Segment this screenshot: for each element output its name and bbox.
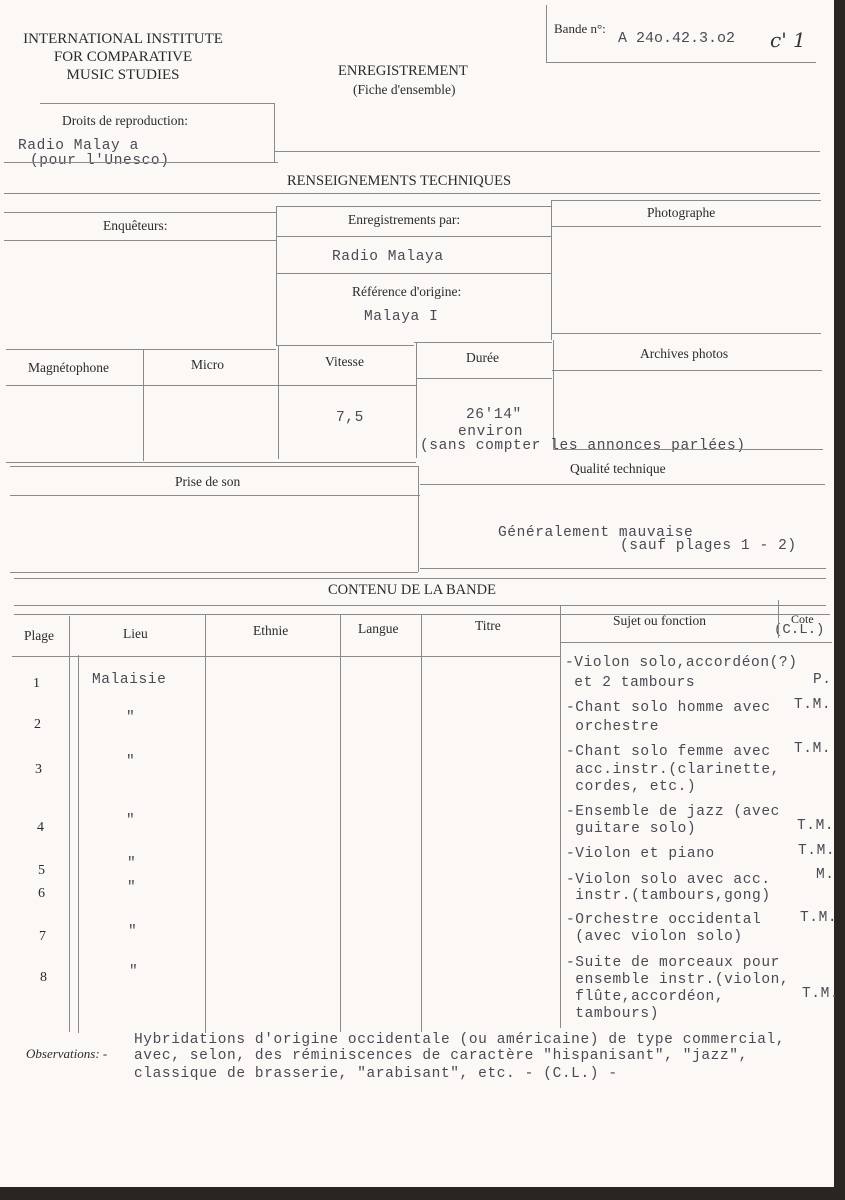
- observations-label: Observations: -: [26, 1046, 108, 1061]
- row-7-lieu: ": [128, 924, 138, 940]
- reference-label: Référence d'origine:: [352, 284, 462, 299]
- row-1-sujet-line-1: -Violon solo,accordéon(?): [565, 655, 798, 671]
- record-title: ENREGISTREMENT: [338, 63, 468, 79]
- observations-line-2: avec, selon, des réminiscences de caractère "hispanisant", "jazz",: [134, 1048, 748, 1064]
- row-1-cote: P.: [813, 672, 832, 688]
- reference-value: Malaya I: [364, 309, 439, 325]
- tape-number-label: Bande n°:: [554, 21, 606, 36]
- column-plage: Plage: [24, 628, 54, 643]
- record-subtitle: (Fiche d'ensemble): [353, 82, 456, 97]
- column-sujet: Sujet ou fonction: [613, 613, 706, 628]
- technical-section-heading: RENSEIGNEMENTS TECHNIQUES: [287, 173, 512, 189]
- row-8-sujet-line-3: flûte,accordéon,: [566, 989, 725, 1005]
- row-8-sujet-line-1: -Suite de morceaux pour: [566, 955, 780, 971]
- micro-label: Micro: [191, 357, 224, 372]
- row-4-plage: 4: [37, 820, 44, 835]
- row-2-sujet-line-2: orchestre: [566, 719, 660, 735]
- rights-value-2: (pour l'Unesco): [30, 153, 170, 169]
- row-6-sujet-line-1: -Violon solo avec acc.: [566, 872, 771, 888]
- row-8-sujet-line-2: ensemble instr.(violon,: [566, 972, 790, 988]
- archives-photos-label: Archives photos: [640, 346, 729, 361]
- duree-label: Durée: [466, 350, 499, 365]
- row-6-cote: M.: [816, 867, 835, 883]
- enqueteurs-label: Enquêteurs:: [103, 218, 168, 233]
- row-6-sujet-line-2: instr.(tambours,gong): [566, 888, 771, 904]
- content-section-heading: CONTENU DE LA BANDE: [328, 582, 496, 598]
- row-4-sujet-line-2: guitare solo): [566, 821, 697, 837]
- row-1-plage: 1: [33, 676, 40, 691]
- row-7-sujet-line-1: -Orchestre occidental: [566, 912, 762, 928]
- row-8-sujet-line-4: tambours): [566, 1006, 660, 1022]
- observations-line-3: classique de brasserie, "arabisant", etc. - (C.L.) -: [134, 1066, 618, 1082]
- column-ethnie: Ethnie: [253, 623, 289, 638]
- row-7-sujet-line-2: (avec violon solo): [566, 929, 743, 945]
- institute-line-3: MUSIC STUDIES: [66, 67, 180, 83]
- row-2-lieu: ": [126, 710, 136, 726]
- rights-value-1: Radio Malay a: [18, 138, 139, 154]
- prise-de-son-label: Prise de son: [175, 474, 241, 489]
- column-lieu: Lieu: [123, 626, 148, 641]
- enregistrements-label: Enregistrements par:: [348, 212, 461, 227]
- row-2-plage: 2: [34, 717, 41, 732]
- institute-line-2: FOR COMPARATIVE: [53, 49, 193, 65]
- duree-note-annonces: (sans compter les annonces parlées): [420, 438, 746, 454]
- duree-value: 26'14": [466, 407, 522, 423]
- row-2-cote: T.M.: [794, 697, 832, 713]
- tape-handwritten-note: c' 1: [770, 28, 806, 52]
- row-5-lieu: ": [127, 856, 137, 872]
- tape-number-value: A 24o.42.3.o2: [618, 30, 736, 47]
- row-8-plage: 8: [40, 970, 47, 985]
- row-3-sujet-line-1: -Chant solo femme avec: [566, 744, 771, 760]
- qualite-technique-value-2: (sauf plages 1 - 2): [620, 538, 797, 554]
- row-5-sujet-line-1: -Violon et piano: [566, 846, 715, 862]
- institute-line-1: INTERNATIONAL INSTITUTE: [23, 31, 223, 47]
- row-3-cote: T.M.: [794, 741, 832, 757]
- row-7-cote: T.M.: [800, 910, 838, 926]
- duree-note-environ: environ: [458, 424, 524, 440]
- column-cote-sub: (C.L.): [774, 622, 825, 638]
- qualite-technique-label: Qualité technique: [570, 461, 666, 476]
- row-1-lieu: Malaisie: [92, 672, 167, 688]
- row-8-lieu: ": [129, 964, 139, 980]
- row-5-cote: T.M.: [798, 843, 836, 859]
- row-3-lieu: ": [126, 754, 136, 770]
- magnetophone-label: Magnétophone: [28, 360, 109, 375]
- row-3-plage: 3: [35, 762, 42, 777]
- row-3-sujet-line-3: cordes, etc.): [566, 779, 697, 795]
- column-langue: Langue: [358, 621, 399, 636]
- column-titre: Titre: [475, 618, 501, 633]
- qualite-technique-value-1: Généralement mauvaise: [498, 525, 694, 541]
- row-4-cote: T.M.: [797, 818, 835, 834]
- vitesse-value: 7,5: [336, 410, 364, 426]
- observations-line-1: Hybridations d'origine occidentale (ou américaine) de type commercial,: [134, 1032, 786, 1048]
- row-8-cote: T.M.: [802, 986, 840, 1002]
- row-5-plage: 5: [38, 863, 45, 878]
- institute-heading: [0, 30, 246, 84]
- rights-label: Droits de reproduction:: [62, 113, 188, 128]
- row-4-sujet-line-1: -Ensemble de jazz (avec: [566, 804, 780, 820]
- row-3-sujet-line-2: acc.instr.(clarinette,: [566, 762, 780, 778]
- column-cote: Cote: [791, 612, 814, 626]
- enregistrements-value: Radio Malaya: [332, 249, 444, 265]
- row-6-lieu: ": [127, 880, 137, 896]
- row-1-sujet-line-2: et 2 tambours: [565, 675, 696, 691]
- vitesse-label: Vitesse: [325, 354, 364, 369]
- row-6-plage: 6: [38, 886, 45, 901]
- row-4-lieu: ": [126, 813, 136, 829]
- row-7-plage: 7: [39, 929, 46, 944]
- row-2-sujet-line-1: -Chant solo homme avec: [566, 700, 771, 716]
- photographe-label: Photographe: [647, 205, 716, 220]
